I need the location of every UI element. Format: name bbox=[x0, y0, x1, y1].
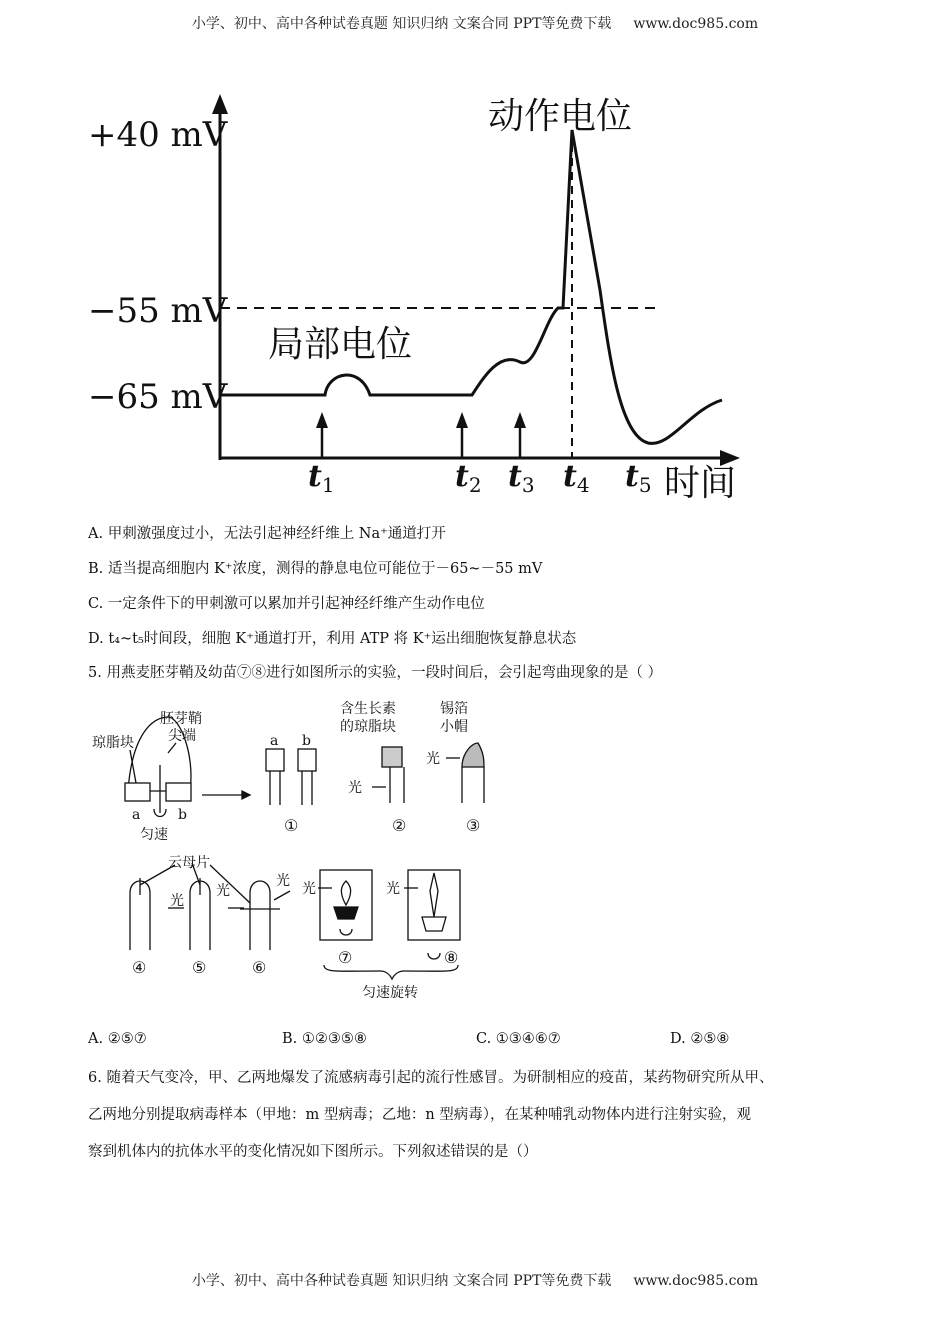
label-light-8: 光 bbox=[386, 881, 400, 897]
label-n3: ③ bbox=[466, 816, 481, 835]
x-axis-label: 时间 bbox=[664, 463, 737, 504]
stim-arrowhead-3-icon bbox=[514, 412, 526, 428]
label-light-3: 光 bbox=[426, 751, 440, 767]
label-agar: 琼脂块 bbox=[92, 735, 134, 751]
label-n4: ④ bbox=[132, 958, 147, 977]
action-potential-label: 动作电位 bbox=[488, 96, 633, 137]
label-foil-2: 小帽 bbox=[440, 719, 468, 735]
tick-t4: $t_4$ bbox=[563, 459, 590, 497]
y-axis-arrow-icon bbox=[212, 94, 228, 114]
agar-block-b bbox=[166, 783, 191, 801]
stim-arrowhead-2-icon bbox=[456, 412, 468, 428]
exp1-block-b bbox=[298, 749, 316, 771]
rotate-arrow-icon-7 bbox=[340, 929, 352, 935]
q5-option-d: D. ②⑤⑧ bbox=[670, 1031, 730, 1047]
label-b-setup: b bbox=[178, 807, 187, 823]
label-n8: ⑧ bbox=[444, 948, 459, 967]
tip-pointer-line bbox=[168, 743, 176, 753]
potential-curve bbox=[220, 130, 722, 443]
q5-option-c: C. ①③④⑥⑦ bbox=[476, 1031, 561, 1047]
page-footer bbox=[0, 1270, 950, 1290]
agar-block-a bbox=[125, 783, 150, 801]
header-text: 小学、初中、高中各种试卷真题 知识归纳 文案合同 PPT等免费下载 bbox=[191, 16, 612, 32]
q6-line-1: 6. 随着天气变冷，甲、乙两地爆发了流感病毒引起的流行性感冒。为研制相应的疫苗，某药物研究所从甲、 bbox=[88, 1070, 774, 1086]
exp7-pot bbox=[334, 907, 358, 919]
process-arrowhead-icon bbox=[242, 791, 250, 799]
q4-option-d: D. t₄~t₅时间段，细胞 K⁺通道打开，利用 ATP 将 K⁺运出细胞恢复静息状态 bbox=[88, 631, 577, 647]
q5-stem: 5. 用燕麦胚芽鞘及幼苗⑦⑧进行如图所示的实验，一段时间后，会引起弯曲现象的是（ ） bbox=[88, 665, 663, 681]
coleoptile-experiment-figure bbox=[80, 695, 500, 1005]
local-potential-label: 局部电位 bbox=[268, 324, 413, 365]
label-a-exp1: a bbox=[270, 733, 279, 749]
footer-site: www.doc985.com bbox=[633, 1273, 759, 1289]
label-light-2: 光 bbox=[348, 780, 362, 796]
label-mica: 云母片 bbox=[168, 855, 210, 871]
label-n2: ② bbox=[392, 816, 407, 835]
q4-option-a: A. 甲刺激强度过小，无法引起神经纤维上 Na⁺通道打开 bbox=[88, 526, 446, 542]
label-b-exp1: b bbox=[302, 733, 311, 749]
exp8-box bbox=[408, 870, 460, 940]
y-label-40: +40 mV bbox=[88, 115, 228, 155]
exp8-pot bbox=[422, 917, 446, 931]
action-potential-graph bbox=[80, 90, 760, 505]
exp6-coleoptile bbox=[250, 881, 270, 950]
tick-t3: $t_3$ bbox=[508, 459, 535, 497]
q4-option-c: C. 一定条件下的甲刺激可以累加并引起神经纤维产生动作电位 bbox=[88, 596, 485, 612]
label-auxin-2: 的琼脂块 bbox=[340, 719, 396, 735]
exp8-seedling bbox=[430, 873, 438, 917]
q6-line-3: 察到机体内的抗体水平的变化情况如下图所示。下列叙述错误的是（） bbox=[88, 1144, 538, 1160]
rotate-arrow-icon-8 bbox=[428, 953, 440, 959]
y-label-55: −55 mV bbox=[88, 291, 228, 331]
tick-t2: $t_2$ bbox=[455, 459, 482, 497]
label-rotate: 匀速旋转 bbox=[362, 985, 418, 1001]
label-auxin-1: 含生长素 bbox=[340, 701, 396, 717]
exp7-seedling bbox=[341, 881, 350, 905]
label-light-5: 光 bbox=[170, 893, 184, 909]
label-light-6b: 光 bbox=[276, 873, 290, 889]
label-tip-2: 尖端 bbox=[168, 728, 196, 744]
label-light-7: 光 bbox=[302, 881, 316, 897]
stim-arrowhead-1-icon bbox=[316, 412, 328, 428]
footer-text: 小学、初中、高中各种试卷真题 知识归纳 文案合同 PPT等免费下载 bbox=[191, 1273, 612, 1289]
label-light-6: 光 bbox=[216, 883, 230, 899]
q4-option-b: B. 适当提高细胞内 K⁺浓度，测得的静息电位可能位于－65~－55 mV bbox=[88, 561, 543, 577]
label-a-setup: a bbox=[132, 807, 141, 823]
q5-option-a: A. ②⑤⑦ bbox=[88, 1031, 147, 1047]
label-n7: ⑦ bbox=[338, 948, 353, 967]
exp2-auxin-block bbox=[382, 747, 402, 767]
exp3-foil-cap bbox=[462, 743, 484, 767]
label-n1: ① bbox=[284, 816, 299, 835]
exp1-block-a bbox=[266, 749, 284, 771]
y-label-65: −65 mV bbox=[88, 377, 228, 417]
tick-t5: $t_5$ bbox=[625, 459, 652, 497]
label-uniform: 匀速 bbox=[140, 827, 168, 843]
q6-line-2: 乙两地分别提取病毒样本（甲地：m 型病毒；乙地：n 型病毒），在某种哺乳动物体内进行注射实验，观 bbox=[88, 1107, 752, 1123]
page-header bbox=[0, 13, 950, 33]
label-n6: ⑥ bbox=[252, 958, 267, 977]
rotate-brace bbox=[324, 965, 458, 979]
exp6-light-arrow-2 bbox=[274, 891, 290, 900]
header-site: www.doc985.com bbox=[633, 16, 759, 32]
tick-t1: $t_1$ bbox=[308, 459, 335, 497]
label-foil-1: 锡箔 bbox=[440, 701, 468, 717]
q5-option-b: B. ①②③⑤⑧ bbox=[282, 1031, 367, 1047]
label-tip-1: 胚芽鞘 bbox=[160, 711, 202, 727]
label-n5: ⑤ bbox=[192, 958, 207, 977]
